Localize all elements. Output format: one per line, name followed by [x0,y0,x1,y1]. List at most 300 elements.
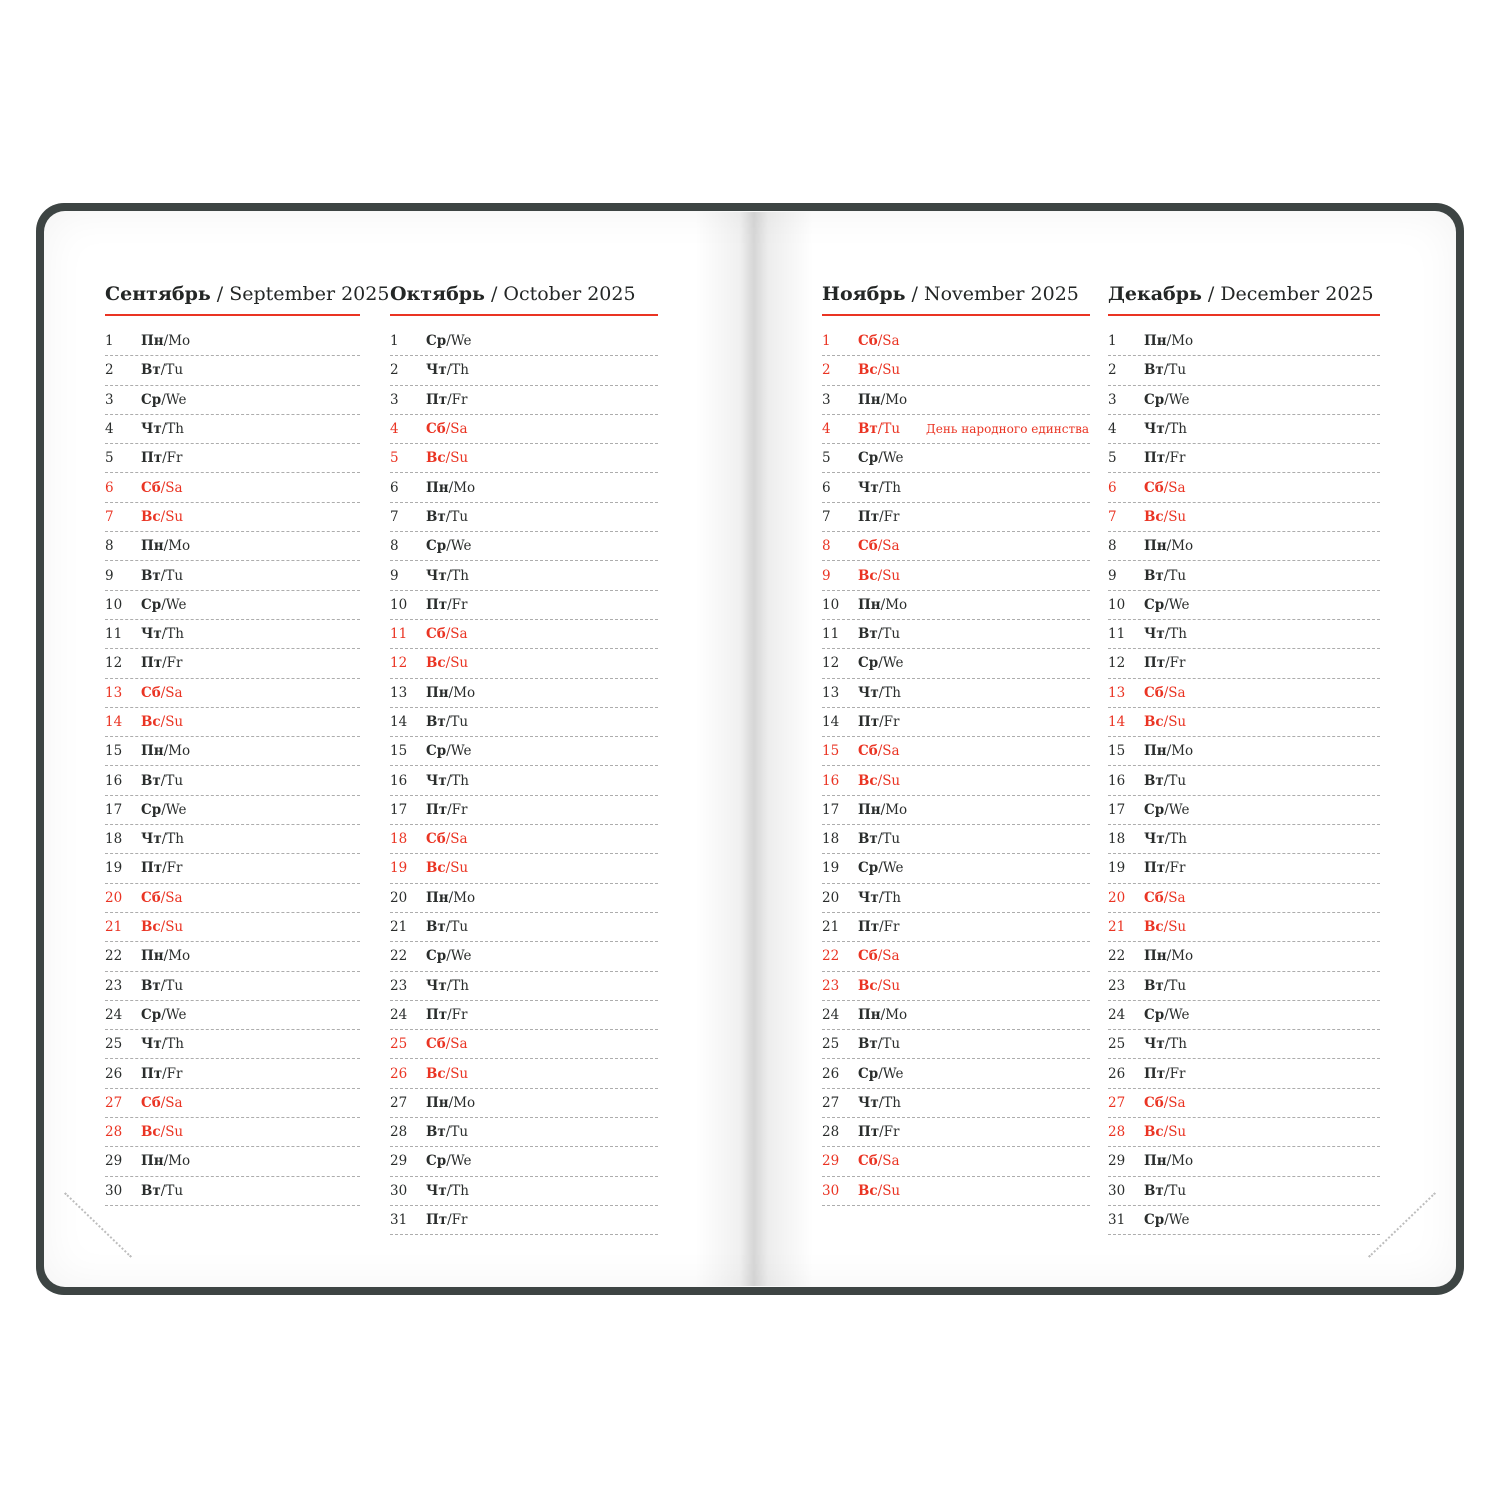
day-weekday: Сб/Sa [1144,1094,1186,1111]
day-row [1108,679,1380,708]
day-row [105,473,360,502]
day-row [822,327,1090,356]
day-weekday: Сб/Sa [141,684,183,701]
day-number: 17 [390,801,408,818]
day-number: 10 [1108,596,1126,613]
day-number: 30 [390,1182,408,1199]
day-number: 3 [390,391,399,408]
day-weekday: Пт/Fr [858,1124,900,1141]
day-weekday: Вс/Su [426,860,469,877]
day-number: 11 [1108,626,1126,643]
day-weekday: Сб/Sa [1144,684,1186,701]
day-weekday: Ср/We [426,333,472,350]
day-weekday: Чт/Th [426,977,469,994]
day-row [105,1089,360,1118]
day-row [1108,1177,1380,1206]
day-number: 30 [822,1182,840,1199]
day-number: 20 [390,889,408,906]
day-row [105,796,360,825]
day-row [390,1030,658,1059]
day-row [390,649,658,678]
day-row [1108,473,1380,502]
day-row [105,591,360,620]
day-weekday: Чт/Th [858,1094,901,1111]
day-number: 4 [390,421,399,438]
day-weekday: Ср/We [1144,1006,1190,1023]
day-number: 29 [390,1153,408,1170]
day-number: 16 [1108,772,1126,789]
day-weekday: Пт/Fr [141,655,183,672]
day-number: 19 [105,860,123,877]
day-number: 15 [1108,743,1126,760]
day-row [105,708,360,737]
day-weekday: Вт/Tu [858,626,901,643]
day-weekday: Сб/Sa [426,626,468,643]
day-number: 11 [105,626,123,643]
month-days-list [1108,327,1380,1235]
day-number: 20 [822,889,840,906]
day-weekday: Сб/Sa [426,1036,468,1053]
day-weekday: Ср/We [1144,391,1190,408]
day-number: 23 [390,977,408,994]
day-weekday: Пт/Fr [858,714,900,730]
day-row [105,444,360,473]
day-row [390,679,658,708]
day-number: 18 [390,831,408,848]
month-column-november-2025 [822,283,1090,1206]
day-row [105,679,360,708]
day-number: 1 [1108,333,1117,350]
day-row [1108,356,1380,385]
day-row [390,473,658,502]
day-number: 1 [105,333,114,350]
day-row [822,913,1090,942]
day-number: 16 [822,772,840,789]
day-weekday: Пн/Mo [426,889,476,906]
month-column-september-2025 [105,283,390,1206]
day-row [1108,766,1380,795]
day-number: 4 [822,421,831,438]
day-weekday: Вт/Tu [141,772,184,789]
day-weekday: Вт/Tu [426,508,469,525]
day-row [1108,854,1380,883]
day-number: 23 [1108,977,1126,994]
day-number: 9 [1108,567,1117,584]
day-row [822,386,1090,415]
day-row [105,972,360,1001]
day-row [822,356,1090,385]
day-weekday: Пн/Mo [426,684,476,701]
day-weekday: Вс/Su [858,1182,901,1199]
day-weekday: Ср/We [426,948,472,965]
day-weekday: Пн/Mo [1144,333,1194,350]
day-number: 2 [822,362,831,379]
day-number: 6 [822,479,831,496]
day-number: 3 [1108,391,1117,408]
day-row [390,1206,658,1235]
day-row [822,825,1090,854]
day-row [390,1177,658,1206]
month-column-december-2025 [1108,283,1380,1235]
day-row [390,1118,658,1147]
day-number: 4 [1108,421,1117,438]
day-number: 24 [390,1006,408,1023]
day-row [1108,884,1380,913]
day-weekday: Чт/Th [858,479,901,496]
day-weekday: Вс/Su [1144,919,1187,936]
day-weekday: Вт/Tu [1144,362,1187,379]
day-row [105,620,360,649]
day-row [105,356,360,385]
day-number: 14 [1108,714,1126,730]
day-row [1108,591,1380,620]
day-number: 12 [822,655,840,672]
day-number: 15 [822,743,840,760]
day-weekday: Пт/Fr [1144,655,1186,672]
day-row [822,1001,1090,1030]
day-row [1108,1147,1380,1176]
day-weekday: Пн/Mo [858,1006,908,1023]
day-weekday: Ср/We [141,596,187,613]
month-days-list [390,327,658,1235]
day-number: 13 [390,684,408,701]
day-weekday: Пн/Mo [858,391,908,408]
day-weekday: Пт/Fr [1144,450,1186,467]
day-weekday: Вс/Su [858,567,901,584]
day-number: 29 [1108,1153,1126,1170]
day-row [390,825,658,854]
day-row [390,766,658,795]
day-weekday: Сб/Sa [858,743,900,760]
day-weekday: Пт/Fr [141,450,183,467]
day-weekday: Вт/Tu [426,714,469,730]
day-number: 28 [1108,1124,1126,1141]
day-weekday: Вт/Tu [141,977,184,994]
day-weekday: Пн/Mo [141,948,191,965]
day-number: 11 [390,626,408,643]
month-header [1108,283,1380,316]
day-row [1108,737,1380,766]
month-title-en: / November 2025 [911,283,1079,305]
day-weekday: Чт/Th [858,684,901,701]
day-weekday: Пн/Mo [858,801,908,818]
day-row [105,561,360,590]
month-title-ru: Сентябрь [105,283,211,305]
day-number: 10 [105,596,123,613]
day-number: 5 [1108,450,1117,467]
day-weekday: Пт/Fr [858,508,900,525]
day-row [822,620,1090,649]
day-weekday: Чт/Th [858,889,901,906]
day-number: 7 [1108,508,1117,525]
day-number: 8 [105,538,114,555]
day-number: 21 [822,919,840,936]
day-weekday: Чт/Th [141,626,184,643]
month-title-ru: Декабрь [1108,283,1202,305]
day-number: 31 [390,1212,408,1229]
day-weekday: Пн/Mo [1144,1153,1194,1170]
day-number: 19 [390,860,408,877]
day-weekday: Вс/Su [1144,508,1187,525]
day-weekday: Пн/Mo [1144,538,1194,555]
day-number: 14 [105,714,123,730]
day-weekday: Вт/Tu [141,567,184,584]
day-number: 6 [105,479,114,496]
day-number: 22 [1108,948,1126,965]
day-number: 31 [1108,1212,1126,1229]
day-weekday: Сб/Sa [1144,479,1186,496]
day-row [390,386,658,415]
day-row [822,766,1090,795]
day-number: 20 [1108,889,1126,906]
day-row [390,1059,658,1088]
month-days-list [822,327,1090,1206]
day-row [105,1147,360,1176]
day-weekday: Чт/Th [426,362,469,379]
day-number: 19 [822,860,840,877]
day-row [105,1177,360,1206]
day-number: 12 [105,655,123,672]
day-weekday: Пн/Mo [141,538,191,555]
day-number: 17 [105,801,123,818]
day-number: 6 [390,479,399,496]
day-weekday: Ср/We [141,391,187,408]
day-weekday: Сб/Sa [426,421,468,438]
day-row [822,708,1090,737]
month-days-list [105,327,360,1206]
day-weekday: Ср/We [141,801,187,818]
month-header [822,283,1090,316]
day-row [105,854,360,883]
day-weekday: Сб/Sa [141,889,183,906]
day-weekday: Вт/Tu [1144,772,1187,789]
day-number: 14 [822,714,840,730]
day-weekday: Пт/Fr [141,860,183,877]
month-header [390,283,658,316]
day-row [105,1030,360,1059]
day-number: 18 [1108,831,1126,848]
day-weekday: Вс/Su [426,655,469,672]
day-weekday: Вт/Tu [1144,1182,1187,1199]
day-weekday: Вс/Su [858,362,901,379]
day-weekday: Пт/Fr [426,391,468,408]
day-weekday: Чт/Th [426,1182,469,1199]
day-number: 5 [822,450,831,467]
day-weekday: Вт/Tu [426,919,469,936]
day-weekday: Вт/Tu [426,1124,469,1141]
day-weekday: Чт/Th [141,831,184,848]
day-weekday: Сб/Sa [858,538,900,555]
day-row [390,972,658,1001]
holiday-note: День народного единства [926,422,1089,437]
day-number: 19 [1108,860,1126,877]
day-row [1108,327,1380,356]
day-weekday: Пн/Mo [858,596,908,613]
day-number: 6 [1108,479,1117,496]
day-number: 10 [390,596,408,613]
day-row [1108,942,1380,971]
day-row [390,503,658,532]
day-weekday: Вт/Tu [858,831,901,848]
month-title-ru: Ноябрь [822,283,906,305]
day-number: 25 [1108,1036,1126,1053]
day-number: 9 [822,567,831,584]
day-number: 7 [390,508,399,525]
day-row [1108,796,1380,825]
day-number: 28 [105,1124,123,1141]
day-number: 4 [105,421,114,438]
day-row [105,766,360,795]
day-number: 12 [390,655,408,672]
day-weekday: Вс/Su [858,977,901,994]
day-weekday: Пт/Fr [1144,860,1186,877]
day-row [105,649,360,678]
day-row [822,1118,1090,1147]
day-row [1108,825,1380,854]
day-number: 16 [105,772,123,789]
day-weekday: Пн/Mo [141,743,191,760]
day-row [390,327,658,356]
day-weekday: Чт/Th [1144,831,1187,848]
day-row [1108,561,1380,590]
day-row [390,415,658,444]
day-weekday: Вс/Su [1144,1124,1187,1141]
day-number: 27 [390,1094,408,1111]
day-row [105,913,360,942]
day-weekday: Вс/Su [141,1124,184,1141]
day-number: 21 [1108,919,1126,936]
day-number: 24 [1108,1006,1126,1023]
day-row [390,708,658,737]
day-weekday: Вс/Su [858,772,901,789]
day-row [1108,1118,1380,1147]
day-row [105,737,360,766]
day-weekday: Сб/Sa [1144,889,1186,906]
day-weekday: Ср/We [858,655,904,672]
day-row [822,591,1090,620]
day-number: 23 [822,977,840,994]
day-number: 13 [1108,684,1126,701]
day-row [1108,913,1380,942]
day-weekday: Ср/We [426,1153,472,1170]
day-row [822,942,1090,971]
day-number: 26 [1108,1065,1126,1082]
day-weekday: Вт/Tu [858,421,901,438]
day-weekday: Чт/Th [426,567,469,584]
day-row [390,913,658,942]
day-number: 7 [822,508,831,525]
day-number: 18 [822,831,840,848]
day-row [1108,972,1380,1001]
day-row [822,854,1090,883]
day-number: 3 [822,391,831,408]
month-column-october-2025 [390,283,658,1235]
day-number: 22 [390,948,408,965]
day-number: 28 [390,1124,408,1141]
day-weekday: Сб/Sa [858,1153,900,1170]
day-number: 12 [1108,655,1126,672]
day-weekday: Сб/Sa [858,948,900,965]
day-weekday: Сб/Sa [426,831,468,848]
day-row [105,1059,360,1088]
day-row [822,1147,1090,1176]
day-number: 21 [105,919,123,936]
day-number: 2 [390,362,399,379]
day-weekday: Пн/Mo [426,1094,476,1111]
day-row [1108,503,1380,532]
day-number: 13 [105,684,123,701]
day-weekday: Ср/We [141,1006,187,1023]
day-weekday: Ср/We [1144,1212,1190,1229]
day-weekday: Ср/We [1144,596,1190,613]
day-number: 15 [105,743,123,760]
day-row [1108,1030,1380,1059]
day-row [822,1059,1090,1088]
day-row [822,649,1090,678]
day-weekday: Чт/Th [141,1036,184,1053]
day-number: 28 [822,1124,840,1141]
day-weekday: Ср/We [858,860,904,877]
day-row [1108,1059,1380,1088]
day-weekday: Сб/Sa [141,1094,183,1111]
day-weekday: Пт/Fr [426,1006,468,1023]
day-number: 15 [390,743,408,760]
day-row [390,737,658,766]
day-row [822,473,1090,502]
day-number: 27 [822,1094,840,1111]
month-header [105,283,390,316]
day-weekday: Чт/Th [1144,626,1187,643]
day-weekday: Пн/Mo [426,479,476,496]
day-number: 9 [105,567,114,584]
day-weekday: Вт/Tu [1144,977,1187,994]
day-number: 1 [822,333,831,350]
day-weekday: Пн/Mo [141,333,191,350]
day-weekday: Пт/Fr [426,596,468,613]
day-number: 26 [105,1065,123,1082]
day-weekday: Сб/Sa [858,333,900,350]
day-number: 26 [822,1065,840,1082]
day-number: 14 [390,714,408,730]
day-number: 8 [1108,538,1117,555]
day-row [105,825,360,854]
day-number: 8 [390,538,399,555]
day-row [390,1147,658,1176]
day-row [822,884,1090,913]
day-weekday: Чт/Th [1144,1036,1187,1053]
day-number: 25 [105,1036,123,1053]
day-number: 22 [105,948,123,965]
day-row [390,356,658,385]
day-number: 30 [105,1182,123,1199]
day-row [105,884,360,913]
day-row [1108,386,1380,415]
day-row [390,1001,658,1030]
month-title-en: / September 2025 [216,283,390,305]
day-number: 24 [822,1006,840,1023]
day-row [390,591,658,620]
day-number: 1 [390,333,399,350]
day-weekday: Пт/Fr [426,801,468,818]
day-weekday: Ср/We [426,743,472,760]
day-row [822,503,1090,532]
day-row [390,532,658,561]
day-row [1108,444,1380,473]
day-weekday: Вс/Su [426,1065,469,1082]
day-weekday: Пн/Mo [1144,948,1194,965]
day-number: 23 [105,977,123,994]
day-row [822,1030,1090,1059]
